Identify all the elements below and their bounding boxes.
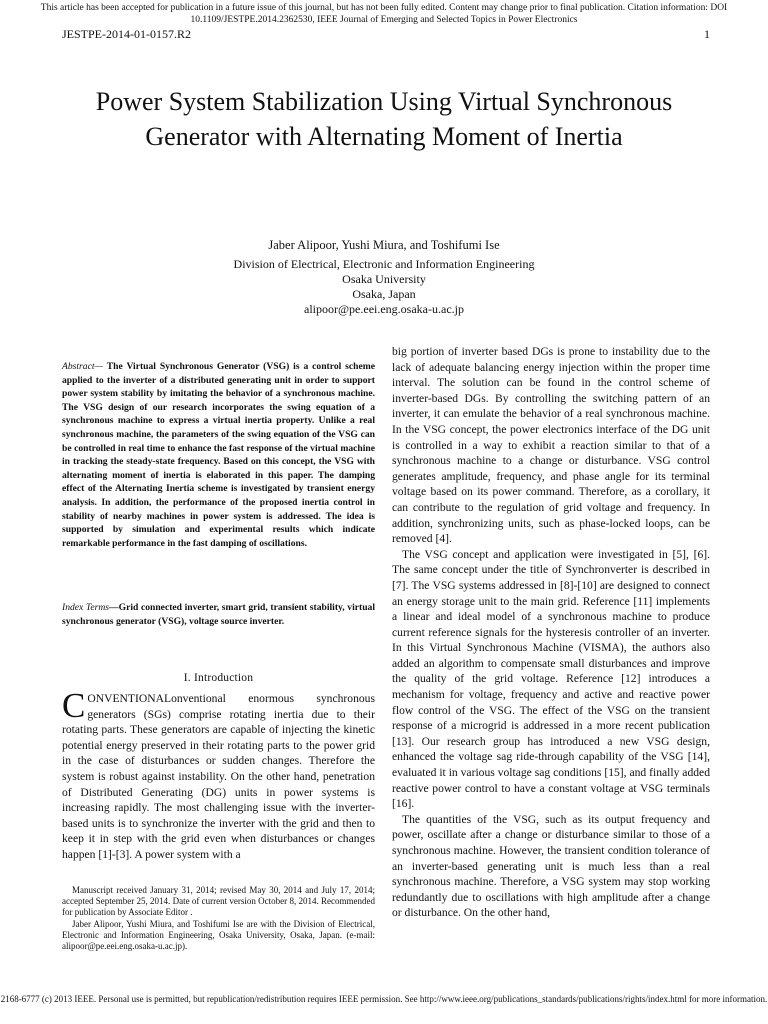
abstract-text: The Virtual Synchronous Generator (VSG) is a control scheme applied to the inverter of a distributed generating unit in order to support power system stability by imitating the behavior of a synchronous machine. The VSG design of our research incorporates the swing equation of a synchronous machine to express a virtual inertia property. Unlike a real synchronous machine, the parameters of the swing equation of the VSG can be controlled in real time to enhance the fast response of the virtual machine in tracking the steady-state frequency. Based on this concept, the VSG with alternating moment of inertia is elaborated in this paper. The damping effect of the Alternating Inertia scheme is investigated by transient energy analysis. In addition, the performance of the proposed inertia control in stability of nearby machines in power system is addressed. The idea is supported by simulation and experimental results which indicate remarkable performance in the fast damping of oscillations. bbox=[62, 361, 375, 549]
index-terms-label: Index Terms bbox=[62, 602, 110, 613]
abstract-label: Abstract— bbox=[62, 361, 104, 372]
drop-cap: C bbox=[62, 686, 86, 725]
page-number: 1 bbox=[704, 27, 710, 41]
paragraph: big portion of inverter based DGs is prone to instability due to the lack of adequate balancing energy injection within the proper time interval. The solution can be found in the control scheme of inverter-based DGs. By controlling the switching pattern of an inverter, it can emulate the behavior of a real synchronous machine. In the VSG concept, the power electronics interface of the DG unit is controlled in a way to exhibit a reaction similar to that of a synchronous machine to a change or disturbance. VSG control generates amplitude, frequency, and phase angle for its terminal voltage based on its power command. Therefore, as a corollary, it can contribute to the regulation of grid voltage and frequency. In addition, synchronizing units, such as phase-locked loops, can be removed [4]. bbox=[392, 345, 710, 546]
paper-title: Power System Stabilization Using Virtual Synchronous Generator with Alternating Moment of Inertia bbox=[95, 87, 673, 151]
manuscript-id: JESTPE-2014-01-0157.R2 bbox=[62, 27, 191, 41]
footnote-affiliation: Jaber Alipoor, Yushi Miura, and Toshifumi Ise are with the Division of Electrical, Electronic and Information Engineering, Osaka University, Osaka, Japan. (e-mail: alipoor@pe.eei.eng.osaka-u.ac.jp). bbox=[62, 918, 375, 952]
paragraph: The VSG concept and application were investigated in [5], [6]. The same concept under the title of Synchronverter is described in [7]. The VSG systems addressed in [8]-[10] are designed to connect an energy storage unit to the main grid. Reference [11] implements a linear and ideal model of a synchronous machine to produce current reference signals for the hysteresis controller of an inverter. In this Virtual Synchronous Machine (VISMA), the authors also added an algorithm to compensate small disturbances and improve the quality of the grid voltage. Reference [12] introduces a mechanism for voltage, frequency and active and reactive power flow control of the VSG. The effect of the VSG on the transient response of a microgrid is addressed in a more recent publication [13]. Our research group has introduced a new VSG design, enhanced the voltage sag ride-through capability of the VSG [14], evaluated it in various voltage sag conditions [15], and finally added reactive power control to have a constant voltage at VSG terminals [16]. bbox=[392, 547, 710, 811]
index-terms-text: —Grid connected inverter, smart grid, transient stability, virtual synchronous generator (VSG), voltage source inverter. bbox=[62, 602, 376, 627]
introduction-text bbox=[62, 686, 375, 863]
author-email: alipoor@pe.eei.eng.osaka-u.ac.jp bbox=[304, 302, 464, 316]
section-heading: I. Introduction bbox=[183, 672, 254, 684]
footnote-received: Manuscript received January 31, 2014; revised May 30, 2014 and July 17, 2014; accepted September 25, 2014. Date of current version October 8, 2014. Recommended for publication by Associate Editor . bbox=[62, 885, 375, 918]
affiliation bbox=[60, 257, 708, 317]
abstract bbox=[62, 360, 375, 550]
footnote bbox=[62, 885, 375, 952]
index-terms bbox=[62, 601, 375, 628]
right-column bbox=[392, 344, 710, 921]
authors: Jaber Alipoor, Yushi Miura, and Toshifumi Ise bbox=[268, 238, 500, 252]
copyright-notice: 2168-6777 (c) 2013 IEEE. Personal use is permitted, but republication/redistribution requires IEEE permission. See http://www.ieee.org/publications_standards/publications/rights/index.html for more information. bbox=[0, 994, 768, 1004]
affiliation-university: Osaka University bbox=[342, 272, 426, 286]
introduction-body: ONVENTIONALonventional enormous synchronous generators (SGs) comprise rotating inertia due to their rotating parts. These generators are capable of injecting the kinetic potential energy preserved in their rotating parts to the power grid in the case of disturbances or sudden changes. Therefore the system is robust against instability. On the other hand, penetration of Distributed Generating (DG) units in power systems is increasing rapidly. The most challenging issue with the inverter-based units is to synchronize the inverter with the grid and then to keep it in step with the grid even when disturbances or changes happen [1]-[3]. A power system with a bbox=[62, 692, 375, 861]
publication-notice: This article has been accepted for publication in a future issue of this journal, but has not been fully edited. Content may change prior to final publication. Citation information: DOI 10.1109/JESTPE.2014.2362530, IEEE Journal of Emerging and Selected Topics in Power Electronics bbox=[40, 3, 728, 25]
affiliation-dept: Division of Electrical, Electronic and Information Engineering bbox=[233, 257, 535, 271]
affiliation-location: Osaka, Japan bbox=[352, 287, 416, 301]
paragraph: The quantities of the VSG, such as its output frequency and power, oscillate after a change or disturbance similar to those of a synchronous machine. However, the transient condition tolerance of an inverter-based generating unit is much less than a real synchronous machine. Therefore, a VSG system may stop working redundantly due to oscillations with high amplitude after a change or disturbance. On the other hand, bbox=[392, 812, 710, 920]
